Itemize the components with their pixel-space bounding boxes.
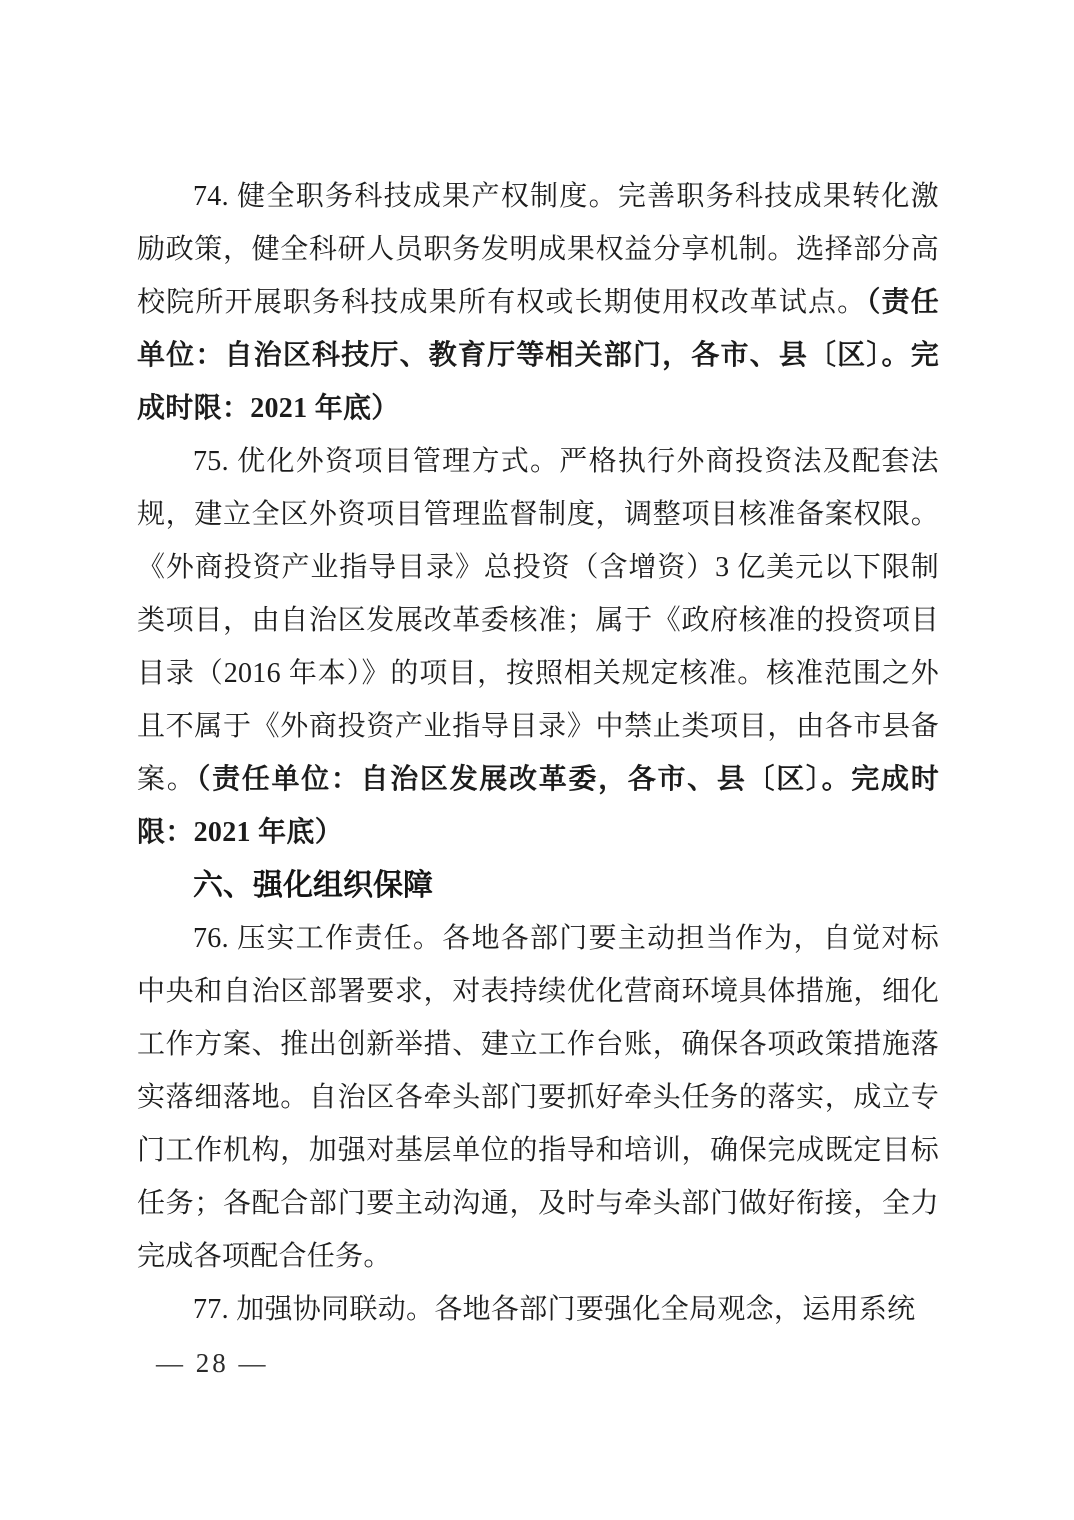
item-74-body: 完善职务科技成果转化激励政策，健全科研人员职务发明成果权益分享机制。选择部分高校院所开展职务科技成果所有权或长期使用权改革试点。 bbox=[137, 181, 939, 318]
item-76-lead: 76. 压实工作责任。 bbox=[193, 923, 443, 954]
item-74-responsibility-note: （责任单位：自治区科技厅、教育厅等相关部门，各市、县〔区〕。完成时限：2021 年底） bbox=[137, 287, 939, 424]
document-body bbox=[137, 170, 939, 1336]
paragraph-item-75 bbox=[137, 435, 939, 859]
page-number-text: — 28 — bbox=[156, 1348, 269, 1378]
paragraph-item-77 bbox=[137, 1283, 939, 1336]
paragraph-item-74 bbox=[137, 170, 939, 435]
item-75-body: 严格执行外商投资法及配套法规，建立全区外资项目管理监督制度，调整项目核准备案权限。《外商投资产业指导目录》总投资（含增资）3 亿美元以下限制类项目，由自治区发展改革委核准；属于《政府核准的投资项目目录（2016 年本）》的项目，按照相关规定核准。核准范围之外且不属于《外商投资产业指导目录》中禁止类项目，由各市县备案。 bbox=[137, 446, 939, 795]
item-77-body: 各地各部门要强化全局观念，运用系统 bbox=[434, 1294, 916, 1325]
section-heading-six: 六、强化组织保障 bbox=[193, 869, 433, 902]
item-76-body: 各地各部门要主动担当作为，自觉对标中央和自治区部署要求，对表持续优化营商环境具体措施，细化工作方案、推出创新举措、建立工作台账，确保各项政策措施落实落细落地。自治区各牵头部门要抓好牵头任务的落实，成立专门工作机构，加强对基层单位的指导和培训，确保完成既定目标任务；各配合部门要主动沟通，及时与牵头部门做好衔接，全力完成各项配合任务。 bbox=[137, 923, 939, 1272]
item-75-responsibility-note: （责任单位：自治区发展改革委，各市、县〔区〕。完成时限：2021 年底） bbox=[137, 764, 939, 848]
paragraph-item-76 bbox=[137, 912, 939, 1283]
item-77-lead: 77. 加强协同联动。 bbox=[193, 1294, 435, 1325]
page-number bbox=[156, 1348, 269, 1379]
item-75-lead: 75. 优化外资项目管理方式。 bbox=[193, 446, 560, 477]
item-74-lead: 74. 健全职务科技成果产权制度。 bbox=[193, 181, 618, 212]
